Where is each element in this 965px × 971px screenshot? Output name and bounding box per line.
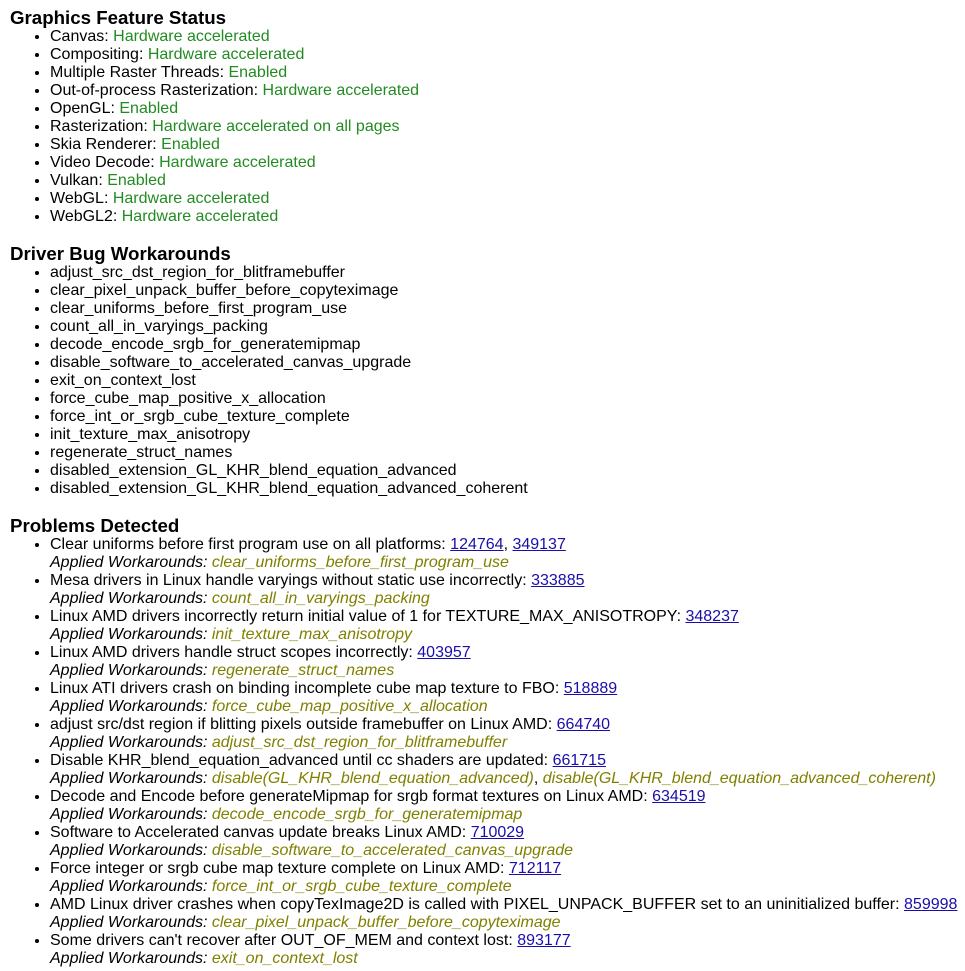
applied-workaround-name: exit_on_context_lost (211, 950, 358, 967)
feature-name: Compositing (50, 46, 139, 63)
problem-item (50, 824, 965, 860)
bug-link[interactable]: 124764 (450, 536, 504, 553)
feature-item (50, 172, 965, 190)
workaround-item: • clear_pixel_unpack_buffer_before_copyteximage (50, 282, 965, 300)
problem-text: adjust src/dst region if blitting pixels outside framebuffer on Linux AMD: (50, 716, 553, 733)
applied-workarounds-line (50, 842, 965, 860)
bug-link[interactable]: 634519 (652, 788, 706, 805)
problem-item (50, 896, 965, 932)
problem-description-line (50, 932, 965, 950)
applied-workarounds-line (50, 806, 965, 824)
feature-item (50, 118, 965, 136)
problem-text: Software to Accelerated canvas update breaks Linux AMD: (50, 824, 467, 841)
feature-item (50, 190, 965, 208)
applied-workaround-name: init_texture_max_anisotropy (211, 626, 412, 643)
problem-text: Linux AMD drivers handle struct scopes incorrectly: (50, 644, 413, 661)
problem-item (50, 788, 965, 824)
bug-link[interactable]: 348237 (685, 608, 739, 625)
workarounds-heading: Driver Bug Workarounds (10, 243, 231, 264)
bug-link[interactable]: 664740 (556, 716, 611, 733)
applied-workarounds-label: Applied Workarounds: (50, 626, 208, 643)
feature-separator: : (150, 154, 160, 171)
problem-description-line: • Clear uniforms before first program use on all platforms: 124764, 349137 (50, 536, 566, 553)
problem-text: Decode and Encode before generateMipmap for srgb format textures on Linux AMD: (50, 788, 648, 805)
bug-link[interactable]: 712117 (508, 860, 562, 877)
applied-workarounds-line (50, 950, 965, 968)
problems-list (10, 536, 965, 968)
problem-description-line (50, 860, 965, 878)
applied-workarounds-line: Applied Workarounds: disable(GL_KHR_blend_equation_advanced), disable(GL_KHR_blend_equation_advanced_coherent) (50, 770, 936, 787)
applied-workarounds-label: Applied Workarounds: (50, 914, 208, 931)
applied-workaround-name: disable(GL_KHR_blend_equation_advanced_coherent) (542, 770, 936, 787)
workarounds-list (10, 264, 965, 498)
problem-item (50, 752, 965, 788)
bug-link[interactable]: 349137 (512, 536, 566, 553)
applied-workarounds-line (50, 734, 965, 752)
feature-separator: : (104, 28, 114, 45)
applied-workarounds-label: Applied Workarounds: (50, 698, 208, 715)
applied-workaround-name: regenerate_struct_names (211, 662, 395, 679)
feature-separator: : (219, 64, 229, 81)
applied-workarounds-line (50, 914, 965, 932)
feature-name: Canvas (50, 28, 105, 45)
applied-workaround-name: force_int_or_srgb_cube_texture_complete (211, 878, 512, 895)
problem-description-line (50, 788, 965, 806)
workaround-item: • adjust_src_dst_region_for_blitframebuffer (50, 264, 965, 282)
feature-separator: : (112, 208, 122, 225)
applied-workarounds-label: Applied Workarounds: (50, 662, 208, 679)
feature-separator: : (143, 118, 153, 135)
applied-workaround-name: disable_software_to_accelerated_canvas_upgrade (211, 842, 574, 859)
problem-description-line (50, 896, 965, 914)
problem-description-line (50, 644, 965, 662)
problem-item (50, 716, 965, 752)
feature-item (50, 28, 965, 46)
workaround-item: • regenerate_struct_names (50, 444, 965, 462)
applied-workarounds-label: Applied Workarounds: (50, 554, 208, 571)
problem-text: Disable KHR_blend_equation_advanced until cc shaders are updated: (50, 752, 549, 769)
problem-description-line (50, 608, 965, 626)
bug-link[interactable]: 661715 (552, 752, 606, 769)
feature-status-list (10, 28, 965, 226)
bug-link[interactable]: 893177 (517, 932, 571, 949)
problem-item (50, 644, 965, 680)
problem-item (50, 680, 965, 716)
feature-name: Out-of-process Rasterization (50, 82, 254, 99)
problem-text: Force integer or srgb cube map texture complete on Linux AMD: (50, 860, 505, 877)
feature-name: Vulkan (50, 172, 99, 189)
feature-status-value: Enabled (228, 64, 288, 81)
applied-workarounds-line (50, 698, 965, 716)
applied-workarounds-label: Applied Workarounds: (50, 878, 208, 895)
applied-workarounds-line (50, 590, 965, 608)
problem-text: Some drivers can't recover after OUT_OF_MEM and context lost: (50, 932, 513, 949)
workaround-item: • count_all_in_varyings_packing (50, 318, 965, 336)
problem-text: Linux AMD drivers incorrectly return initial value of 1 for TEXTURE_MAX_ANISOTROPY: (50, 608, 682, 625)
feature-separator: : (110, 100, 120, 117)
feature-status-value: Enabled (119, 100, 179, 117)
feature-name: OpenGL (50, 100, 111, 117)
workaround-item: • force_cube_map_positive_x_allocation (50, 390, 965, 408)
applied-workaround-name: clear_pixel_unpack_buffer_before_copyteximage (211, 914, 561, 931)
feature-status-value: Hardware accelerated (112, 190, 270, 207)
feature-name: Video Decode (50, 154, 151, 171)
applied-workaround-name: clear_uniforms_before_first_program_use (211, 554, 509, 571)
feature-item (50, 46, 965, 64)
applied-workarounds-line (50, 554, 965, 572)
problem-text: Clear uniforms before first program use on all platforms: (50, 536, 446, 553)
applied-workarounds-label: Applied Workarounds: (50, 806, 208, 823)
feature-separator: : (152, 136, 162, 153)
workaround-item: • exit_on_context_lost (50, 372, 965, 390)
applied-workaround-name: adjust_src_dst_region_for_blitframebuffer (211, 734, 508, 751)
applied-workarounds-line (50, 626, 965, 644)
feature-separator: : (103, 190, 113, 207)
problem-text: Mesa drivers in Linux handle varyings without static use incorrectly: (50, 572, 527, 589)
feature-item (50, 64, 965, 82)
feature-status-value: Enabled (107, 172, 166, 189)
feature-name: WebGL2 (50, 208, 113, 225)
applied-workarounds-label: Applied Workarounds: (50, 734, 208, 751)
feature-status-value: Hardware accelerated on all pages (152, 118, 400, 135)
problem-description-line (50, 680, 965, 698)
problems-heading: Problems Detected (10, 515, 180, 536)
applied-workarounds-label: Applied Workarounds: (50, 950, 208, 967)
feature-item (50, 100, 965, 118)
problem-description-line (50, 752, 965, 770)
workaround-item: • decode_encode_srgb_for_generatemipmap (50, 336, 965, 354)
feature-status-heading: Graphics Feature Status (10, 7, 227, 28)
applied-workarounds-line (50, 878, 965, 896)
feature-name: Skia Renderer (50, 136, 153, 153)
problem-item (50, 860, 965, 896)
feature-separator: : (138, 46, 148, 63)
applied-workarounds-label: Applied Workarounds: (50, 842, 208, 859)
feature-separator: : (98, 172, 108, 189)
problem-item (50, 608, 965, 644)
applied-workarounds-line (50, 662, 965, 680)
feature-name: WebGL (50, 190, 104, 207)
feature-name: Multiple Raster Threads (50, 64, 220, 81)
problem-text: Linux ATI drivers crash on binding incomplete cube map texture to FBO: (50, 680, 560, 697)
problem-description-line (50, 716, 965, 734)
applied-workarounds-label: Applied Workarounds: (50, 590, 208, 607)
bug-link[interactable]: 710029 (470, 824, 525, 841)
feature-status-value: Hardware accelerated (159, 154, 316, 171)
feature-item (50, 154, 965, 172)
workaround-item: • clear_uniforms_before_first_program_use (50, 300, 965, 318)
problem-description-line (50, 824, 965, 842)
problem-item (50, 572, 965, 608)
feature-name: Rasterization (50, 118, 144, 135)
bug-link[interactable]: 333885 (531, 572, 585, 589)
bug-link[interactable]: 403957 (417, 644, 471, 661)
workaround-item: • force_int_or_srgb_cube_texture_complete (50, 408, 965, 426)
feature-item (50, 208, 965, 226)
feature-status-value: Hardware accelerated (262, 82, 420, 99)
feature-status-value: Hardware accelerated (121, 208, 279, 225)
applied-workaround-name: force_cube_map_positive_x_allocation (211, 698, 488, 715)
feature-separator: : (253, 82, 263, 99)
feature-status-value: Hardware accelerated (113, 28, 270, 45)
workaround-item: • disabled_extension_GL_KHR_blend_equation_advanced_coherent (50, 480, 965, 498)
problem-item (50, 536, 965, 572)
applied-workaround-name: count_all_in_varyings_packing (211, 590, 430, 607)
feature-status-value: Hardware accelerated (147, 46, 305, 63)
workaround-item: • disable_software_to_accelerated_canvas_upgrade (50, 354, 965, 372)
bug-link[interactable]: 859998 (904, 896, 958, 913)
applied-workaround-name: decode_encode_srgb_for_generatemipmap (211, 806, 523, 823)
workaround-item: • disabled_extension_GL_KHR_blend_equation_advanced (50, 462, 965, 480)
feature-item (50, 136, 965, 154)
problem-text: AMD Linux driver crashes when copyTexImage2D is called with PIXEL_UNPACK_BUFFER set to an uninitialized buffer: (50, 896, 900, 913)
applied-workaround-name: disable(GL_KHR_blend_equation_advanced) (211, 770, 534, 787)
feature-item (50, 82, 965, 100)
problem-description-line (50, 572, 965, 590)
feature-status-value: Enabled (161, 136, 220, 153)
problem-item (50, 932, 965, 968)
applied-workarounds-label: Applied Workarounds: (50, 770, 208, 787)
workaround-item: • init_texture_max_anisotropy (50, 426, 965, 444)
bug-link[interactable]: 518889 (563, 680, 618, 697)
